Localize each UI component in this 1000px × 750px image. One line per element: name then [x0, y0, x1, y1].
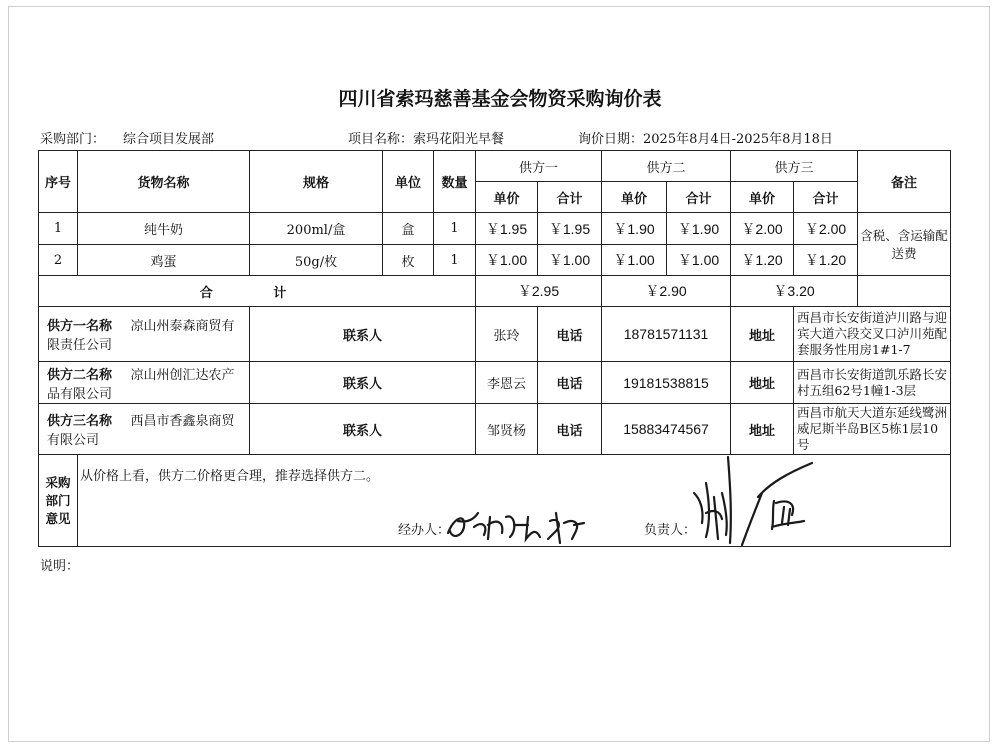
- supplier-row-3: [39, 404, 951, 455]
- supplier-label-text: 供方一名称: [47, 319, 113, 334]
- header-s3-subtotal: 合计: [794, 182, 858, 213]
- totals-label: [39, 276, 476, 307]
- contact-name: 李恩云: [476, 362, 538, 404]
- item-name: 鸡蛋: [78, 245, 250, 276]
- supplier-row-1: [39, 307, 951, 362]
- header-quantity: 数量: [434, 151, 476, 213]
- phone-label: 电话: [538, 307, 602, 362]
- opinion-row: [39, 455, 951, 547]
- header-item-name: 货物名称: [78, 151, 250, 213]
- supplier-name: 凉山州创汇达农产品有限公司: [47, 367, 235, 402]
- address-value: 西昌市长安街道泸川路与迎宾大道六段交叉口泸川苑配套服务性用房1#1-7: [794, 307, 951, 362]
- department-value: 综合项目发展部: [123, 132, 215, 147]
- supplier-label: [39, 362, 250, 404]
- phone-number: 18781571131: [602, 307, 731, 362]
- responsible-label: 负责人：: [644, 523, 697, 538]
- totals-label-text: 合 计: [199, 285, 315, 301]
- phone-label: 电话: [538, 362, 602, 404]
- item-name: 纯牛奶: [78, 213, 250, 245]
- supplier-label-text: 供方二名称: [47, 367, 113, 383]
- supplier-name: 西昌市香鑫泉商贸有限公司: [47, 414, 235, 448]
- header-s1-unit-price: 单价: [476, 182, 538, 213]
- supplier-label: [39, 404, 250, 455]
- totals-remarks-empty: [858, 276, 951, 307]
- supplier-row-2: [39, 362, 951, 404]
- item-s3-total: ￥1.20: [794, 245, 858, 276]
- contact-label: 联系人: [250, 404, 476, 455]
- address-label: 地址: [731, 362, 794, 404]
- contact-label: 联系人: [250, 362, 476, 404]
- totals-s1: ￥2.95: [476, 276, 602, 307]
- item-s3-price: ￥1.20: [731, 245, 794, 276]
- date-value: 2025年8月4日-2025年8月18日: [643, 132, 833, 147]
- date-label: 询价日期：: [578, 132, 644, 147]
- address-value: 西昌市航天大道东延线鹭洲威尼斯半岛B区5栋1层10号: [794, 404, 951, 455]
- totals-s2: ￥2.90: [602, 276, 731, 307]
- item-qty: 1: [434, 245, 476, 276]
- header-s1-subtotal: 合计: [538, 182, 602, 213]
- item-s1-price: ￥1.00: [476, 245, 538, 276]
- header-row-1: [39, 151, 951, 182]
- item-seq: 1: [39, 213, 78, 245]
- header-supplier1: 供方一: [476, 151, 602, 182]
- phone-number: 19181538815: [602, 362, 731, 404]
- header-unit: 单位: [383, 151, 434, 213]
- item-seq: 2: [39, 245, 78, 276]
- item-qty: 1: [434, 213, 476, 245]
- item-s2-price: ￥1.00: [602, 245, 667, 276]
- responsible-signature: [692, 455, 822, 547]
- supplier-label-text: 供方三名称: [47, 414, 113, 429]
- header-s2-unit-price: 单价: [602, 182, 667, 213]
- department-label: 采购部门：: [40, 132, 106, 147]
- note-label: 说明：: [40, 559, 80, 574]
- item-s2-total: ￥1.90: [667, 213, 731, 245]
- item-spec: 200ml/盒: [250, 213, 383, 245]
- totals-s3: ￥3.20: [731, 276, 858, 307]
- header-seq: 序号: [39, 151, 78, 213]
- address-label: 地址: [731, 404, 794, 455]
- supplier-name: 凉山州泰森商贸有限责任公司: [47, 319, 235, 353]
- opinion-text: 从价格上看，供方二价格更合理，推荐选择供方二。: [80, 469, 380, 484]
- phone-label: 电话: [538, 404, 602, 455]
- handler-label: 经办人：: [398, 523, 451, 538]
- handler-signature: [444, 503, 594, 545]
- header-supplier3: 供方三: [731, 151, 858, 182]
- item-spec: 50g/枚: [250, 245, 383, 276]
- header-supplier2: 供方二: [602, 151, 731, 182]
- project-value: 索玛花阳光早餐: [413, 132, 505, 147]
- phone-number: 15883474567: [602, 404, 731, 455]
- address-label: 地址: [731, 307, 794, 362]
- item-s2-total: ￥1.00: [667, 245, 731, 276]
- header-s2-subtotal: 合计: [667, 182, 731, 213]
- project-label: 项目名称：: [348, 132, 414, 147]
- header-remarks: 备注: [858, 151, 951, 213]
- contact-label: 联系人: [250, 307, 476, 362]
- item-s3-price: ￥2.00: [731, 213, 794, 245]
- supplier-label: [39, 307, 250, 362]
- opinion-label: 采购部门意见: [39, 455, 78, 547]
- header-spec: 规格: [250, 151, 383, 213]
- document-title: 四川省索玛慈善基金会物资采购询价表: [338, 88, 662, 110]
- meta-department: [40, 128, 214, 147]
- address-value: 西昌市长安街道凯乐路长安村五组62号1幢1-3层: [794, 362, 951, 404]
- item-s1-price: ￥1.95: [476, 213, 538, 245]
- item-s3-total: ￥2.00: [794, 213, 858, 245]
- item-row-1: [39, 213, 951, 245]
- contact-name: 邹贤杨: [476, 404, 538, 455]
- header-s3-unit-price: 单价: [731, 182, 794, 213]
- item-unit: 盒: [383, 213, 434, 245]
- totals-row: [39, 276, 951, 307]
- remarks-value: 含税、含运输配送费: [858, 213, 951, 276]
- quotation-table: [38, 150, 951, 547]
- item-s1-total: ￥1.95: [538, 213, 602, 245]
- meta-date: [578, 128, 833, 147]
- item-unit: 枚: [383, 245, 434, 276]
- item-s1-total: ￥1.00: [538, 245, 602, 276]
- item-row-2: [39, 245, 951, 276]
- item-s2-price: ￥1.90: [602, 213, 667, 245]
- contact-name: 张玲: [476, 307, 538, 362]
- opinion-cell: [78, 455, 951, 547]
- meta-project: [348, 128, 504, 147]
